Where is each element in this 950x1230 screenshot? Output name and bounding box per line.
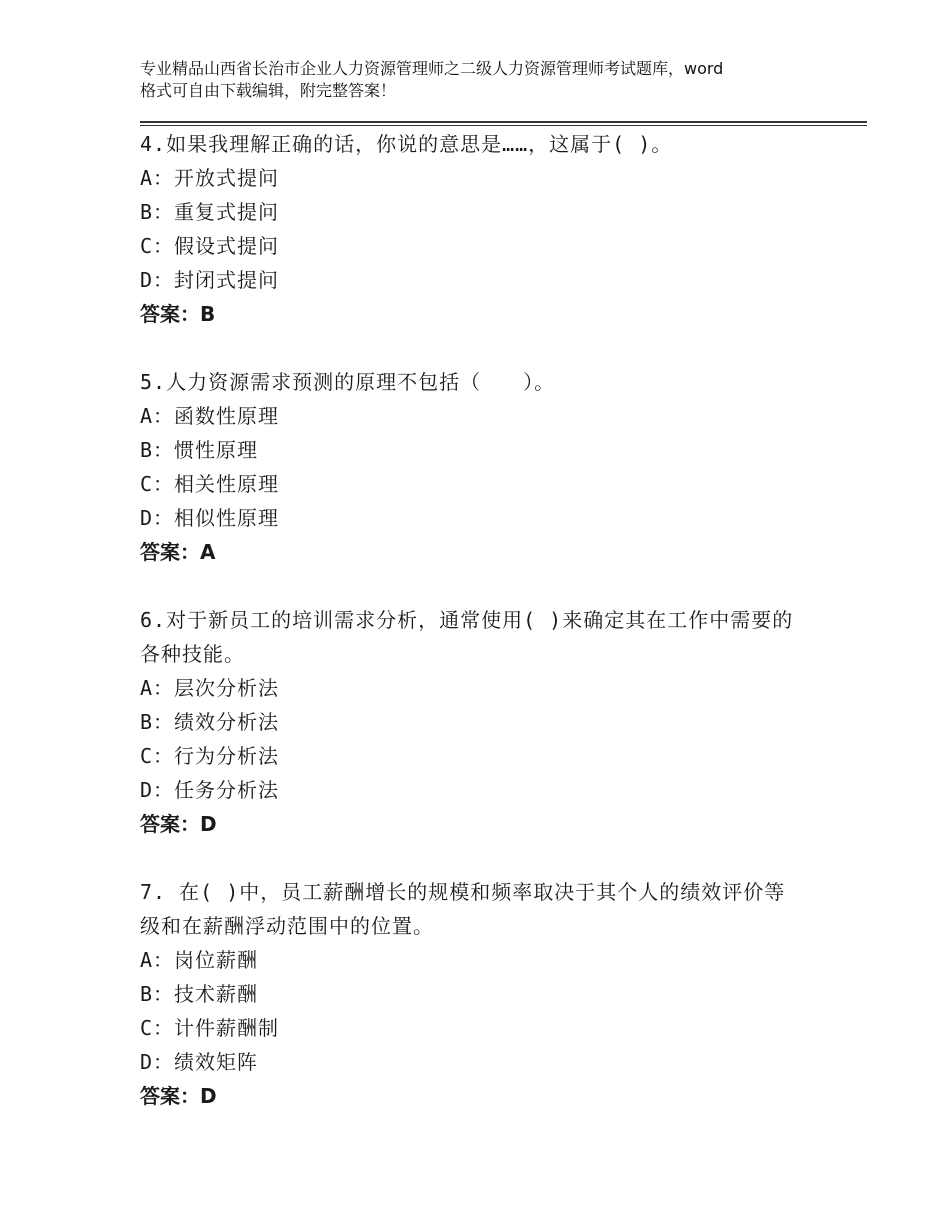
option-a: A：层次分析法: [140, 676, 280, 700]
option-b: B：技术薪酬: [140, 982, 259, 1006]
option-d: D：封闭式提问: [140, 268, 280, 292]
option-a: A：岗位薪酬: [140, 948, 259, 972]
option-c: C：假设式提问: [140, 234, 280, 258]
option-b: B：绩效分析法: [140, 710, 280, 734]
question-stem-continued: 级和在薪酬浮动范围中的位置。: [140, 914, 434, 938]
option-c: C：计件薪酬制: [140, 1016, 280, 1040]
answer: 答案：B: [140, 302, 216, 326]
option-d: D：相似性原理: [140, 506, 280, 530]
answer: 答案：D: [140, 1084, 217, 1108]
question-list: [140, 127, 830, 1113]
option-d: D：任务分析法: [140, 778, 280, 802]
option-a: A：开放式提问: [140, 166, 280, 190]
header-divider: [140, 121, 867, 126]
spacer: [140, 841, 830, 875]
option-c: C：相关性原理: [140, 472, 280, 496]
question-7: [140, 875, 830, 1113]
answer: 答案：A: [140, 540, 216, 564]
question-stem-continued: 各种技能。: [140, 642, 245, 666]
option-b: B：惯性原理: [140, 438, 259, 462]
option-d: D：绩效矩阵: [140, 1050, 259, 1074]
question-stem: 5.人力资源需求预测的原理不包括（ ）。: [140, 370, 556, 394]
question-5: [140, 365, 830, 569]
option-a: A：函数性原理: [140, 404, 280, 428]
question-stem: 6.对于新员工的培训需求分析，通常使用( )来确定其在工作中需要的: [140, 608, 794, 632]
question-6: [140, 603, 830, 841]
option-c: C：行为分析法: [140, 744, 280, 768]
document-header: [140, 58, 840, 102]
header-title-line-1: 专业精品山西省长治市企业人力资源管理师之二级人力资源管理师考试题库，word: [140, 59, 724, 78]
spacer: [140, 569, 830, 603]
spacer: [140, 331, 830, 365]
question-4: [140, 127, 830, 331]
header-title-line-2: 格式可自由下载编辑，附完整答案！: [140, 81, 397, 100]
question-stem: 4.如果我理解正确的话，你说的意思是……，这属于( )。: [140, 132, 673, 156]
answer: 答案：D: [140, 812, 217, 836]
question-stem: 7. 在( )中，员工薪酬增长的规模和频率取决于其个人的绩效评价等: [140, 880, 786, 904]
option-b: B：重复式提问: [140, 200, 280, 224]
